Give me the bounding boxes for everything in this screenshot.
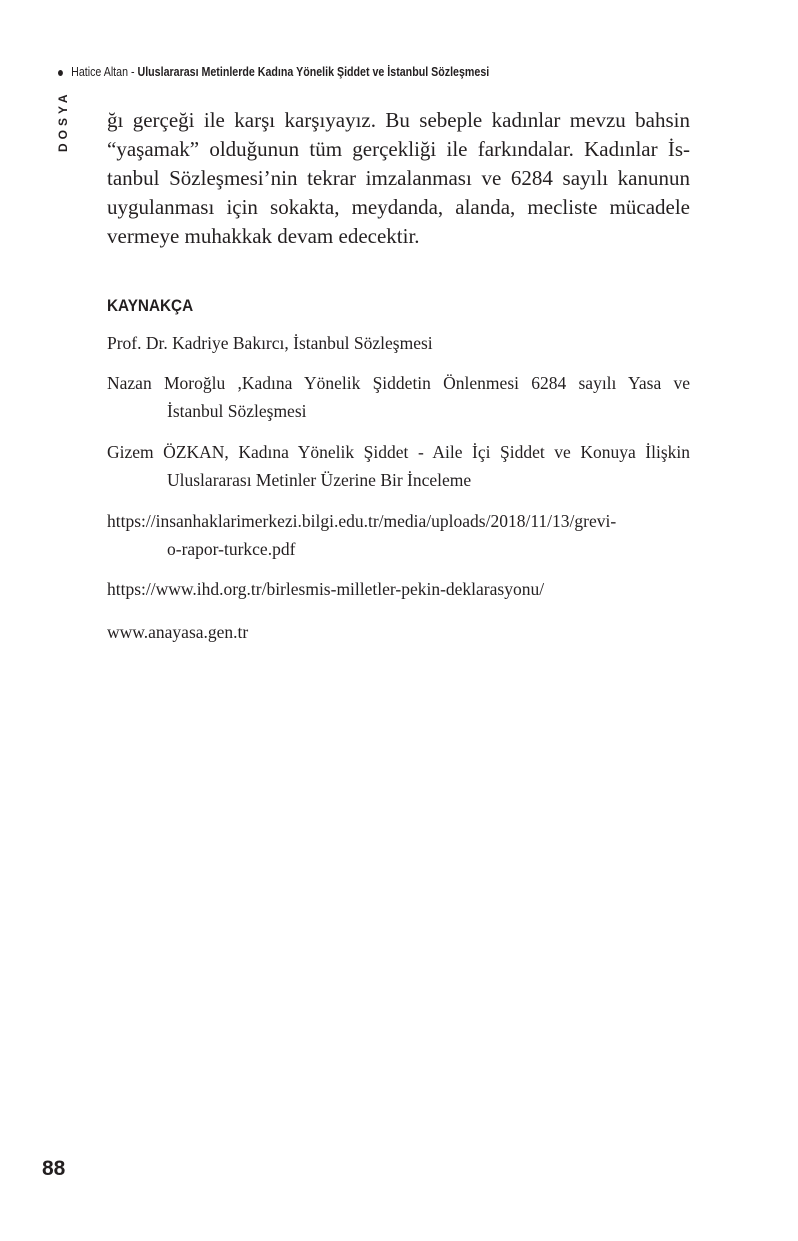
- reference-link: https://www.ihd.org.tr/birlesmis-milletler-pekin-deklarasyonu/: [107, 579, 545, 599]
- reference-link: https://insanhaklarimerkezi.bilgi.edu.tr/media/uploads/2018/11/13/grevi-: [107, 511, 617, 531]
- reference-link-continued: o-rapor-turkce.pdf: [167, 539, 296, 559]
- reference-line: Prof. Dr. Kadriye Bakırcı, İstanbul Sözleşmesi: [107, 333, 433, 353]
- body-line: uygulanması için sokakta, meydanda, alanda, mecliste mücadele: [107, 195, 690, 219]
- reference-link: www.anayasa.gen.tr: [107, 622, 249, 642]
- section-label: DOSYA: [56, 90, 70, 152]
- header-author: Hatice Altan -: [71, 64, 135, 79]
- body-line: vermeye muhakkak devam edecektir.: [107, 224, 420, 248]
- header-title: Uluslararası Metinlerde Kadına Yönelik Şiddet ve İstanbul Sözleşmesi: [137, 64, 490, 79]
- reference-item: [107, 575, 690, 603]
- body-line: “yaşamak” olduğunun tüm gerçekliği ile farkındalar. Kadınlar İs-: [107, 137, 690, 161]
- reference-line: Gizem ÖZKAN, Kadına Yönelik Şiddet - Aile İçi Şiddet ve Konuya İlişkin: [107, 442, 690, 462]
- reference-item: [107, 507, 690, 563]
- running-header: [58, 64, 489, 79]
- references-heading: KAYNAKÇA: [107, 296, 194, 315]
- reference-line: Nazan Moroğlu ,Kadına Yönelik Şiddetin Önlenmesi 6284 sayılı Yasa ve: [107, 373, 690, 393]
- bullet-icon: [58, 70, 63, 76]
- page-number: 88: [42, 1157, 66, 1180]
- reference-line-continued: Uluslararası Metinler Üzerine Bir İnceleme: [167, 470, 472, 490]
- reference-item: [107, 369, 690, 425]
- reference-item: [107, 618, 690, 646]
- reference-line-continued: İstanbul Sözleşmesi: [167, 401, 307, 421]
- body-line: ğı gerçeği ile karşı karşıyayız. Bu sebeple kadınlar mevzu bahsin: [107, 108, 690, 132]
- reference-item: [107, 329, 690, 357]
- body-line: tanbul Sözleşmesi’nin tekrar imzalanması ve 6284 sayılı kanunun: [107, 166, 690, 190]
- reference-item: [107, 438, 690, 494]
